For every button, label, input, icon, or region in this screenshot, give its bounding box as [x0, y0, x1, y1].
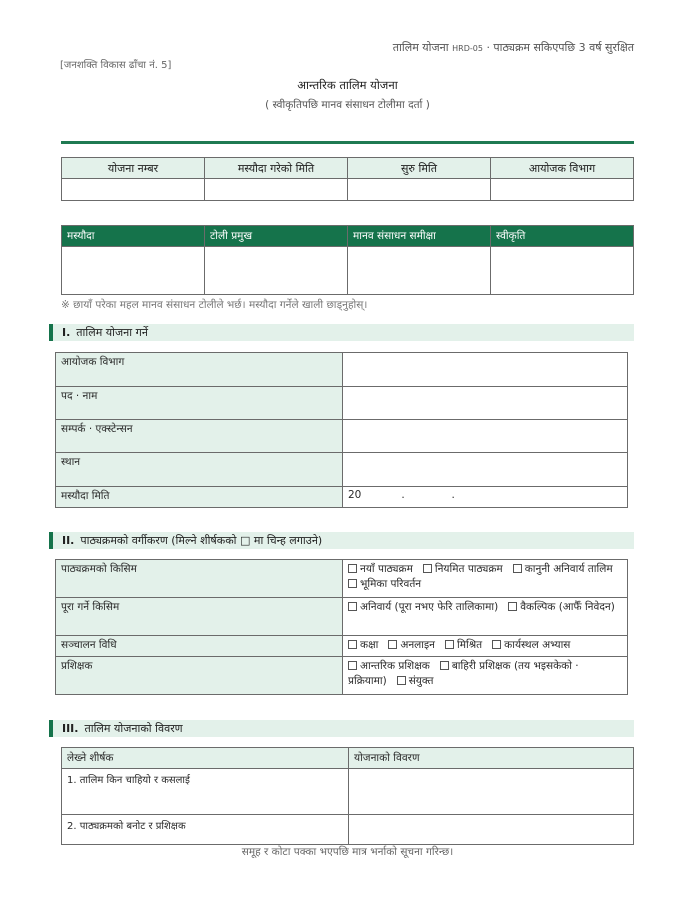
checkbox-option[interactable]: कानुनी अनिवार्य तालिम: [513, 563, 613, 575]
checkbox-option[interactable]: आन्तरिक प्रशिक्षक: [348, 660, 430, 672]
checkbox-option[interactable]: अनिवार्य (पूरा नभए फेरि तालिकामा): [348, 601, 498, 613]
checkbox-option[interactable]: नयाँ पाठ्यक्रम: [348, 563, 413, 575]
checkbox-icon[interactable]: [508, 602, 517, 611]
section-1-number: I.: [62, 326, 71, 339]
checkbox-option[interactable]: कार्यस्थल अभ्यास: [492, 639, 570, 651]
header-organizer-dept: आयोजक विभाग: [491, 158, 634, 179]
checkbox-icon[interactable]: [388, 640, 397, 649]
retention-note: · पाठ्यक्रम सकिएपछि 3 वर्ष सुरक्षित: [486, 41, 634, 54]
footer-note: समूह र कोटा पक्का भएपछि मात्र भर्नाको सूचना गरिन्छ।: [241, 846, 454, 858]
draft-date-cell[interactable]: [205, 179, 348, 201]
section-2-title: पाठ्यक्रमको वर्गीकरण (मिल्ने शीर्षकको □ मा चिन्ह लगाउने): [80, 534, 323, 547]
detail-input[interactable]: [349, 815, 634, 845]
header-team-lead: टोली प्रमुख: [205, 226, 348, 247]
checkbox-icon[interactable]: [492, 640, 501, 649]
checkbox-option[interactable]: नियमित पाठ्यक्रम: [423, 563, 503, 575]
section-3-title: तालिम योजनाको विवरण: [84, 722, 183, 735]
shaded-cell-note: ※ छायाँ परेका महल मानव संसाधन टोलीले भर्छ। मस्यौदा गर्नेले खाली छाड्नुहोस्।: [61, 299, 368, 311]
classification-label: प्रशिक्षक: [56, 657, 343, 695]
section-2-number: II.: [62, 534, 75, 547]
detail-input[interactable]: [349, 769, 634, 815]
classification-table: [55, 559, 628, 695]
planner-value[interactable]: [343, 353, 628, 387]
planner-label: मस्यौदा मिति: [56, 487, 343, 508]
plan-info-table: [61, 157, 634, 201]
checkbox-icon[interactable]: [348, 564, 357, 573]
checkbox-icon[interactable]: [348, 579, 357, 588]
page-title: आन्तरिक तालिम योजना: [297, 78, 398, 92]
page-subtitle: ( स्वीकृतिपछि मानव संसाधन टोलीमा दर्ता ): [265, 99, 430, 111]
start-date-cell[interactable]: [348, 179, 491, 201]
classification-label: पाठ्यक्रमको किसिम: [56, 560, 343, 598]
draft-date-value[interactable]: 20 . .: [343, 487, 628, 508]
planner-value[interactable]: [343, 387, 628, 420]
header-topic: लेख्ने शीर्षक: [62, 748, 349, 769]
classification-label: सञ्चालन विधि: [56, 636, 343, 657]
detail-topic: 2. पाठ्यक्रमको बनोट र प्रशिक्षक: [62, 815, 349, 845]
planner-label: पद · नाम: [56, 387, 343, 420]
section-2-header: [49, 532, 634, 549]
plan-number-cell[interactable]: [62, 179, 205, 201]
header-hr-review: मानव संसाधन समीक्षा: [348, 226, 491, 247]
classification-options: [343, 636, 628, 657]
checkbox-icon[interactable]: [348, 602, 357, 611]
checkbox-option[interactable]: भूमिका परिवर्तन: [348, 578, 421, 590]
planner-value[interactable]: [343, 453, 628, 487]
checkbox-option[interactable]: वैकल्पिक (आफैँ निवेदन): [508, 601, 615, 613]
form-reference: [जनशक्ति विकास ढाँचा नं. 5]: [60, 60, 172, 71]
checkbox-option[interactable]: बाहिरी प्रशिक्षक (तय भइसकेको · प्रक्रियामा): [348, 660, 579, 688]
section-3-number: III.: [62, 722, 79, 735]
header-drafter: मस्यौदा: [62, 226, 205, 247]
header-start-date: सुरु मिति: [348, 158, 491, 179]
organizer-dept-cell[interactable]: [491, 179, 634, 201]
checkbox-icon[interactable]: [423, 564, 432, 573]
planner-table: [55, 352, 628, 508]
form-code: HRD-05: [452, 44, 483, 53]
team-lead-signature-cell[interactable]: [205, 247, 348, 295]
classification-options: [343, 657, 628, 695]
header-draft-date: मस्यौदा गरेको मिति: [205, 158, 348, 179]
classification-options: [343, 560, 628, 598]
checkbox-option[interactable]: संयुक्त: [397, 675, 434, 687]
header-plan-number: योजना नम्बर: [62, 158, 205, 179]
approval-table: [61, 225, 634, 295]
checkbox-option[interactable]: कक्षा: [348, 639, 378, 651]
checkbox-icon[interactable]: [397, 676, 406, 685]
title-divider: [61, 141, 634, 144]
classification-options: [343, 598, 628, 636]
planner-label: स्थान: [56, 453, 343, 487]
checkbox-icon[interactable]: [348, 640, 357, 649]
classification-label: पूरा गर्ने किसिम: [56, 598, 343, 636]
document-code: [393, 40, 634, 55]
checkbox-icon[interactable]: [348, 661, 357, 670]
section-1-title: तालिम योजना गर्ने: [76, 326, 148, 339]
plan-details-table: [61, 747, 634, 845]
detail-topic: 1. तालिम किन चाहियो र कसलाई: [62, 769, 349, 815]
hr-review-signature-cell[interactable]: [348, 247, 491, 295]
checkbox-option[interactable]: मिश्रित: [445, 639, 482, 651]
header-plan-details: योजनाको विवरण: [349, 748, 634, 769]
section-1-header: [49, 324, 634, 341]
drafter-signature-cell[interactable]: [62, 247, 205, 295]
checkbox-icon[interactable]: [440, 661, 449, 670]
checkbox-icon[interactable]: [445, 640, 454, 649]
checkbox-option[interactable]: अनलाइन: [388, 639, 435, 651]
approval-signature-cell[interactable]: [491, 247, 634, 295]
checkbox-icon[interactable]: [513, 564, 522, 573]
planner-value[interactable]: [343, 420, 628, 453]
document-title-small: तालिम योजना: [392, 41, 449, 54]
header-approval: स्वीकृति: [491, 226, 634, 247]
planner-label: आयोजक विभाग: [56, 353, 343, 387]
section-3-header: [49, 720, 634, 737]
planner-label: सम्पर्क · एक्स्टेन्सन: [56, 420, 343, 453]
